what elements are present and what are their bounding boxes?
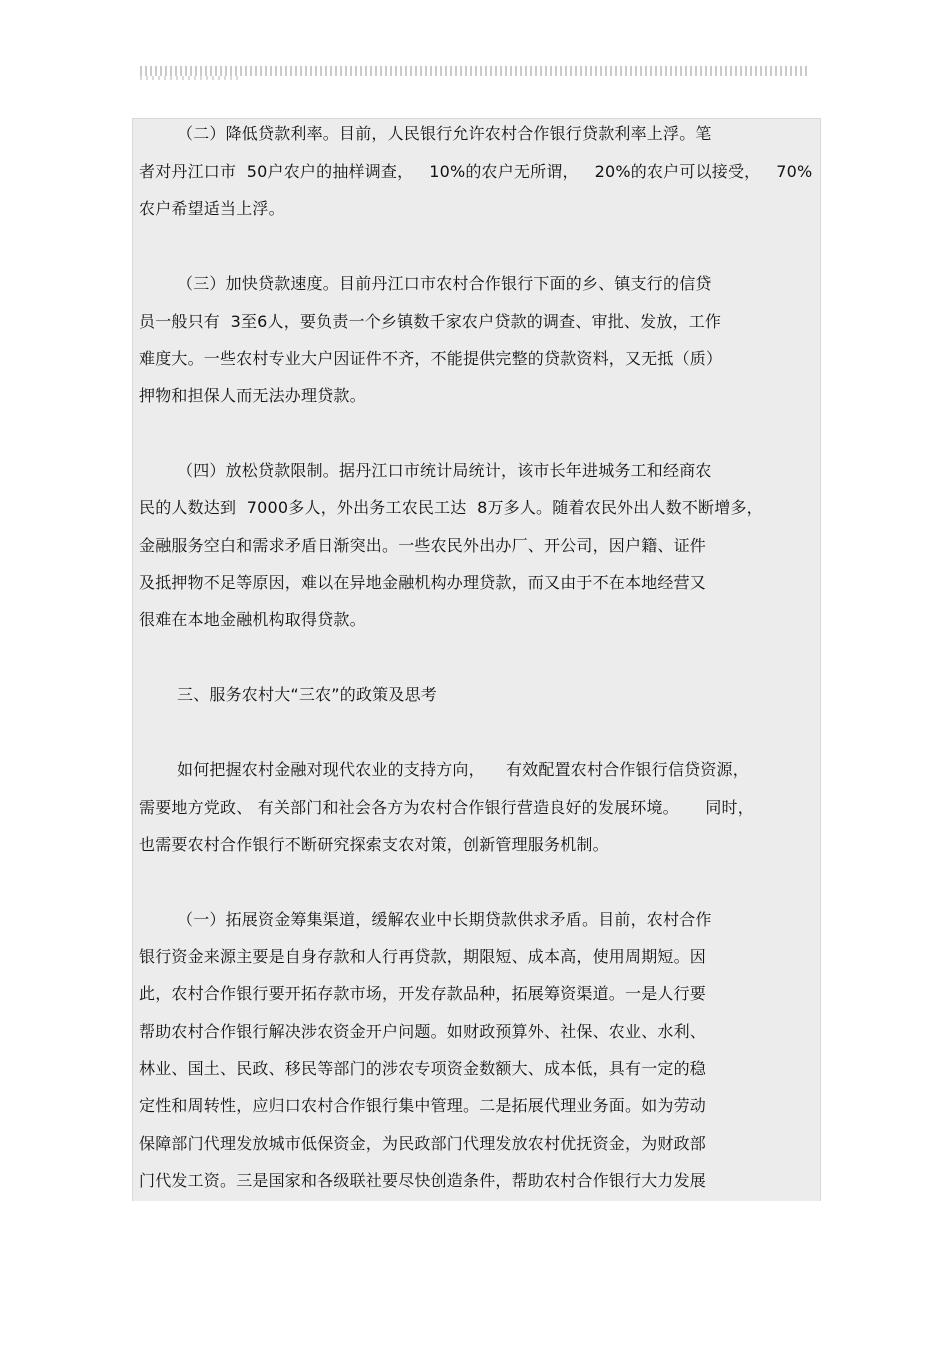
paragraph-3-line-3: 难度大。一些农村专业大户因证件不齐，不能提供完整的贷款资料，又无抵（质） bbox=[139, 349, 723, 368]
paragraph-2-line-2: 者对丹江口市 50户农户的抽样调查， 10%的农户无所谓， 20%的农户可以接受， 70% bbox=[139, 162, 813, 181]
paragraph-6-line-3: 此，农村合作银行要开拓存款市场，开发存款品种，拓展筹资渠道。一是人行要 bbox=[139, 984, 707, 1003]
header-noise-small bbox=[140, 76, 240, 80]
paragraph-6-line-7: 保障部门代理发放城市低保资金，为民政部门代理发放农村优抚资金，为财政部 bbox=[139, 1134, 707, 1153]
paragraph-5-line-1: 如何把握农村金融对现代农业的支持方向， 有效配置农村合作银行信贷资源， bbox=[177, 760, 749, 779]
paragraph-6-line-1: （一）拓展资金筹集渠道，缓解农业中长期贷款供求矛盾。目前，农村合作 bbox=[177, 910, 712, 929]
paragraph-5-line-2: 需要地方党政、 有关部门和社会各方为农村合作银行营造良好的发展环境。 同时， bbox=[139, 798, 754, 817]
paragraph-6-line-2: 银行资金来源主要是自身存款和人行再贷款，期限短、成本高，使用周期短。因 bbox=[139, 947, 707, 966]
section-heading: 三、服务农村大“三农”的政策及思考 bbox=[177, 685, 437, 704]
paragraph-4-line-5: 很难在本地金融机构取得贷款。 bbox=[139, 610, 366, 629]
header-noise bbox=[140, 66, 810, 76]
paragraph-5-line-3: 也需要农村合作银行不断研究探索支农对策，创新管理服务机制。 bbox=[139, 835, 609, 854]
paragraph-2-line-3: 农户希望适当上浮。 bbox=[139, 199, 285, 218]
paragraph-4-line-4: 及抵押物不足等原因，难以在异地金融机构办理贷款，而又由于不在本地经营又 bbox=[139, 573, 707, 592]
paragraph-4-line-2: 民的人数达到 7000多人，外出务工农民工达 8万多人。随着农民外出人数不断增多， bbox=[139, 498, 763, 517]
paragraph-4-line-3: 金融服务空白和需求矛盾日渐突出。一些农民外出办厂、开公司，因户籍、证件 bbox=[139, 536, 707, 555]
paragraph-6-line-6: 定性和周转性，应归口农村合作银行集中管理。二是拓展代理业务面。如为劳动 bbox=[139, 1096, 707, 1115]
paragraph-3-line-1: （三）加快贷款速度。目前丹江口市农村合作银行下面的乡、镇支行的信贷 bbox=[177, 274, 712, 293]
paragraph-6-line-8: 门代发工资。三是国家和各级联社要尽快创造条件，帮助农村合作银行大力发展 bbox=[139, 1171, 707, 1190]
paragraph-6-line-4: 帮助农村合作银行解决涉农资金开户问题。如财政预算外、社保、农业、水利、 bbox=[139, 1022, 707, 1041]
paragraph-6-line-5: 林业、国土、民政、移民等部门的涉农专项资金数额大、成本低，具有一定的稳 bbox=[139, 1059, 707, 1078]
paragraph-4-line-1: （四）放松贷款限制。据丹江口市统计局统计，该市长年进城务工和经商农 bbox=[177, 461, 712, 480]
paragraph-3-line-4: 押物和担保人而无法办理贷款。 bbox=[139, 386, 366, 405]
paragraph-2-line-1: （二）降低贷款利率。目前，人民银行允许农村合作银行贷款利率上浮。笔 bbox=[177, 124, 712, 143]
paragraph-3-line-2: 员一般只有 3至6人，要负责一个乡镇数千家农户贷款的调查、审批、发放，工作 bbox=[139, 312, 722, 331]
